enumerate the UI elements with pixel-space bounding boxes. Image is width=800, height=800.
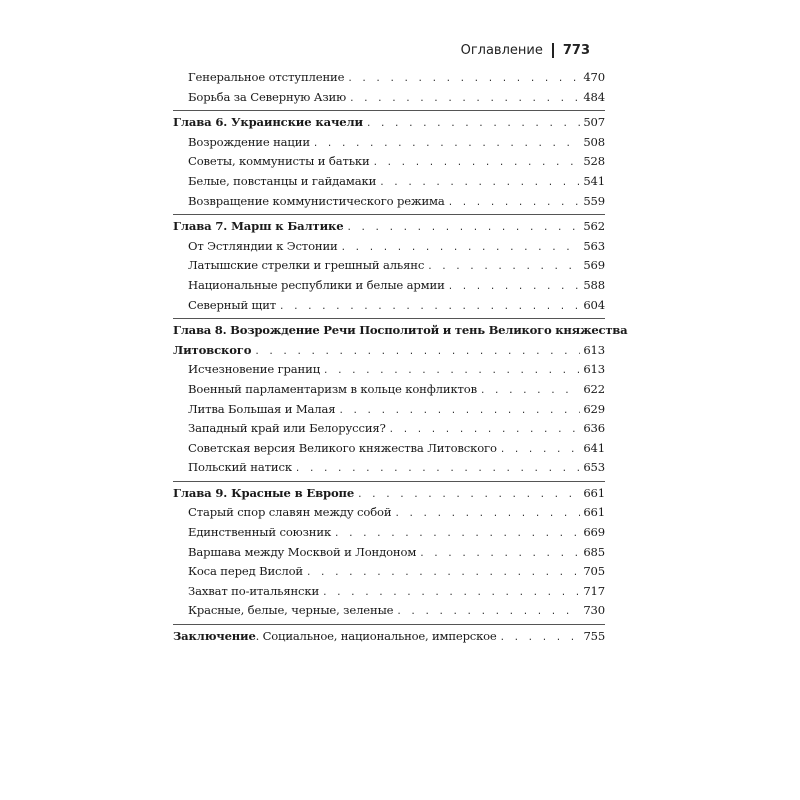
- chapter-page: 562: [583, 219, 605, 234]
- toc-entry-page: 730: [583, 603, 605, 618]
- dot-leader: [419, 545, 580, 565]
- toc-entry-title: Единственный союзник: [188, 525, 332, 540]
- toc-entry[interactable]: [173, 88, 605, 108]
- toc-entry-title: Генеральное отступление: [188, 70, 345, 84]
- conclusion-title-rest: . Социальное, национальное, имперское: [255, 629, 497, 644]
- toc-entry-page: 629: [583, 401, 605, 416]
- toc-entry[interactable]: [173, 172, 605, 192]
- dot-leader: [394, 505, 580, 525]
- toc-entry[interactable]: [173, 439, 605, 459]
- toc-entry-title: От Эстляндии к Эстонии: [188, 238, 338, 253]
- toc-entry-title: Исчезновение границ: [188, 362, 321, 377]
- toc-entry-page: 613: [583, 362, 605, 377]
- toc-entry[interactable]: [173, 133, 605, 153]
- chapter-heading[interactable]: [173, 484, 605, 504]
- toc-entry[interactable]: [173, 152, 605, 172]
- chapter-heading[interactable]: [173, 217, 605, 237]
- toc-entry[interactable]: [173, 192, 605, 212]
- section-divider: [173, 318, 605, 319]
- section-divider: [173, 481, 605, 482]
- toc-entry[interactable]: [173, 458, 605, 478]
- dot-leader: [295, 460, 580, 480]
- toc-entry-title: Литва Большая и Малая: [188, 401, 336, 416]
- toc-entry-title: Северный щит: [188, 297, 277, 312]
- chapter-title: Глава 7. Марш к Балтике: [173, 219, 344, 234]
- toc-entry-page: 528: [583, 154, 605, 169]
- toc-entry[interactable]: [173, 68, 605, 88]
- dot-leader: [366, 115, 580, 135]
- toc-entry-page: 569: [583, 258, 605, 273]
- toc-entry[interactable]: [173, 419, 605, 439]
- dot-leader: [480, 382, 580, 402]
- dot-leader: [500, 629, 581, 649]
- toc-entry-title: Коса перед Вислой: [188, 564, 304, 579]
- toc-entry[interactable]: [173, 276, 605, 296]
- toc-entry[interactable]: [173, 601, 605, 621]
- chapter-heading[interactable]: [173, 341, 605, 361]
- running-head-label: Оглавление: [460, 43, 543, 58]
- dot-leader: [346, 219, 580, 239]
- chapter-page: 507: [583, 115, 605, 130]
- dot-leader: [306, 564, 580, 584]
- chapter-page: 613: [583, 342, 605, 357]
- toc-entry-page: 563: [583, 238, 605, 253]
- conclusion-title-bold: Заключение: [173, 629, 256, 644]
- toc-entry-page: 653: [583, 460, 605, 475]
- chapter-6-block: [173, 113, 605, 211]
- toc-entry-page: 470: [583, 70, 605, 84]
- toc-entry-title: Возрождение нации: [188, 134, 310, 149]
- conclusion-title: [173, 627, 497, 647]
- conclusion-entry[interactable]: [173, 627, 605, 647]
- dot-leader: [279, 298, 580, 318]
- toc-entry-title: Захват по-итальянски: [188, 583, 320, 598]
- section-divider: [173, 624, 605, 625]
- toc-entry-page: 641: [583, 440, 605, 455]
- running-head-separator: [552, 43, 554, 58]
- dot-leader: [349, 90, 580, 110]
- toc-entry-title: Возвращение коммунистического режима: [188, 193, 445, 208]
- toc-entry[interactable]: [173, 256, 605, 276]
- dot-leader: [427, 258, 580, 278]
- chapter-7-block: [173, 217, 605, 315]
- toc-entry-page: 717: [583, 583, 605, 598]
- toc-entry-page: 685: [583, 544, 605, 559]
- dot-leader: [347, 70, 580, 90]
- toc-entry-title: Советы, коммунисты и батьки: [188, 154, 370, 169]
- toc-entry[interactable]: [173, 360, 605, 380]
- toc-entry-page: 705: [583, 564, 605, 579]
- toc-entry-title: Старый спор славян между собой: [188, 505, 392, 520]
- dot-leader: [448, 194, 581, 214]
- toc-entry-title: Красные, белые, черные, зеленые: [188, 603, 394, 618]
- dot-leader: [500, 441, 580, 461]
- chapter-9-block: [173, 484, 605, 621]
- dot-leader: [448, 278, 581, 298]
- running-head-page-number: 773: [562, 43, 590, 58]
- toc-entry[interactable]: [173, 380, 605, 400]
- section-divider: [173, 214, 605, 215]
- chapter-title: Глава 9. Красные в Европе: [173, 485, 355, 500]
- chapter-title: Глава 6. Украинские качели: [173, 115, 363, 130]
- chapter-heading[interactable]: [173, 113, 605, 133]
- chapter-title-line-1[interactable]: Глава 8. Возрождение Речи Посполитой и тень Великого княжества: [173, 323, 628, 338]
- toc-entry-title: Западный край или Белоруссия?: [188, 421, 386, 436]
- toc-entry-title: Латышские стрелки и грешный альянс: [188, 258, 425, 273]
- toc-entry-page: 484: [583, 89, 605, 104]
- toc-entry-page: 508: [583, 134, 605, 149]
- toc-entry-title: Варшава между Москвой и Лондоном: [188, 544, 417, 559]
- toc-entry-title: Военный парламентаризм в кольце конфликтов: [188, 381, 478, 396]
- toc-entry[interactable]: [173, 296, 605, 316]
- table-of-contents: [173, 68, 628, 647]
- dot-leader: [396, 603, 580, 623]
- toc-entry[interactable]: [173, 237, 605, 257]
- chapter-8-block: [173, 321, 628, 478]
- toc-entry-page: 541: [583, 173, 605, 188]
- toc-entry-title: Белые, повстанцы и гайдамаки: [188, 173, 377, 188]
- toc-entry-page: 559: [583, 193, 605, 208]
- toc-entry[interactable]: [173, 543, 605, 563]
- toc-entry[interactable]: [173, 582, 605, 602]
- toc-entry[interactable]: [173, 503, 605, 523]
- chapter-title-line-2: Литовского: [173, 342, 252, 357]
- toc-entry[interactable]: [173, 400, 605, 420]
- section-divider: [173, 110, 605, 111]
- toc-entry-page: 636: [583, 421, 605, 436]
- toc-entry-title: Польский натиск: [188, 460, 292, 475]
- conclusion-page: 755: [583, 629, 605, 644]
- toc-entry[interactable]: [173, 523, 605, 543]
- running-head: [461, 43, 590, 58]
- dot-leader: [373, 154, 581, 174]
- chapter-page: 661: [583, 485, 605, 500]
- toc-entry-page: 604: [583, 297, 605, 312]
- toc-entry-title: Национальные республики и белые армии: [188, 277, 445, 292]
- toc-entry-page: 622: [583, 381, 605, 396]
- toc-entry-page: 661: [583, 505, 605, 520]
- toc-entry[interactable]: [173, 562, 605, 582]
- toc-entry-title: Советская версия Великого княжества Литовского: [188, 440, 497, 455]
- toc-entry-page: 588: [583, 277, 605, 292]
- toc-entry-page: 669: [583, 525, 605, 540]
- toc-entry-title: Борьба за Северную Азию: [188, 89, 347, 104]
